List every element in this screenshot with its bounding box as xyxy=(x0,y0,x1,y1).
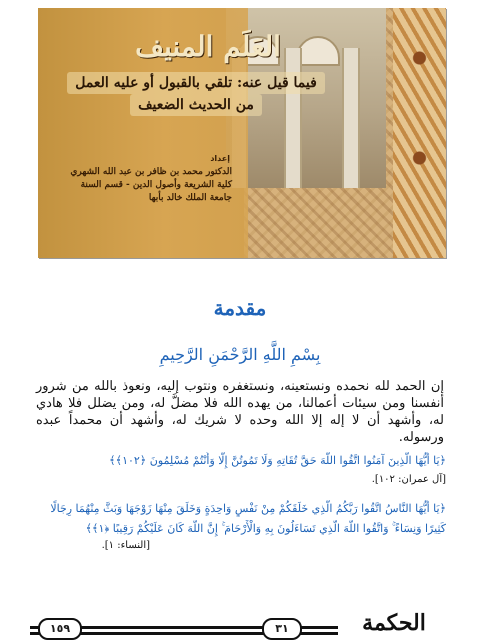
basmala: بِسْمِ اللَّهِ الرَّحْمَنِ الرَّحِيمِ xyxy=(159,345,321,364)
page-number: ١٥٩ xyxy=(38,618,82,640)
intro-paragraph: إن الحمد لله نحمده ونستعينه، ونستغفره ونتوب إليه، ونعوذ بالله من شرور أنفسنا ومن سيئات أعمالنا، من يهده الله فلا مضلَّ له، ومن يضلل فلا هادي له، وأشهد أن لا إله إلا الله وحده لا شريك له، وأشهد أن محمداً عبده ورسوله. xyxy=(36,379,444,445)
cover-ornament-border xyxy=(393,8,446,258)
quran-verse-2-line-1: ﴿يَا أَيُّهَا النَّاسُ اتَّقُوا رَبَّكُمُ الَّذِي خَلَقَكُمْ مِنْ نَفْسٍ وَاحِدَةٍ وَخَلَقَ مِنْهَا زَوْجَهَا وَبَثَّ مِنْهُمَا رِجَالًا xyxy=(50,502,446,515)
book-cover xyxy=(38,8,446,258)
cover-subtitle-line: من الحديث الضعيف xyxy=(130,94,262,116)
quran-verse-2-line-2: كَثِيرًا وَنِسَاءً ۚ وَاتَّقُوا اللَّهَ الَّذِي تَسَاءَلُونَ بِهِ وَالْأَرْحَامَ ۚ إِنَّ اللَّهَ كَانَ عَلَيْكُمْ رَقِيبًا ﴿١﴾﴾ xyxy=(85,522,446,535)
verse-1-reference: [آل عمران: ١٠٢]. xyxy=(371,474,446,485)
journal-name: الحكمة xyxy=(338,610,450,636)
cover-prepared-by: إعداد xyxy=(210,154,230,163)
author-university: جامعة الملك خالد بأبها xyxy=(148,193,232,203)
cover-subtitle-line: فيما قيل عنه: تلقي بالقبول أو عليه العمل xyxy=(67,72,325,94)
verse-2-reference: [النساء: ١]. xyxy=(101,540,150,551)
cover-title: العَلَم المنيف xyxy=(135,30,281,63)
cover-author xyxy=(44,166,232,205)
cover-subtitle xyxy=(66,72,326,116)
quran-verse-1: ﴿يَا أَيُّهَا الَّذِينَ آمَنُوا اتَّقُوا اللَّهَ حَقَّ تُقَاتِهِ وَلَا تَمُوتُنَّ إِلَّا وَأَنْتُمْ مُسْلِمُونَ ﴿١٠٢﴾﴾ xyxy=(109,454,446,467)
author-name: الدكتور محمد بن ظافر بن عبد الله الشهري xyxy=(70,167,232,177)
author-department: كلية الشريعة وأصول الدين - قسم السنة xyxy=(80,180,232,190)
section-heading: مقدمة xyxy=(213,296,267,320)
issue-number: ٣١ xyxy=(262,618,302,640)
